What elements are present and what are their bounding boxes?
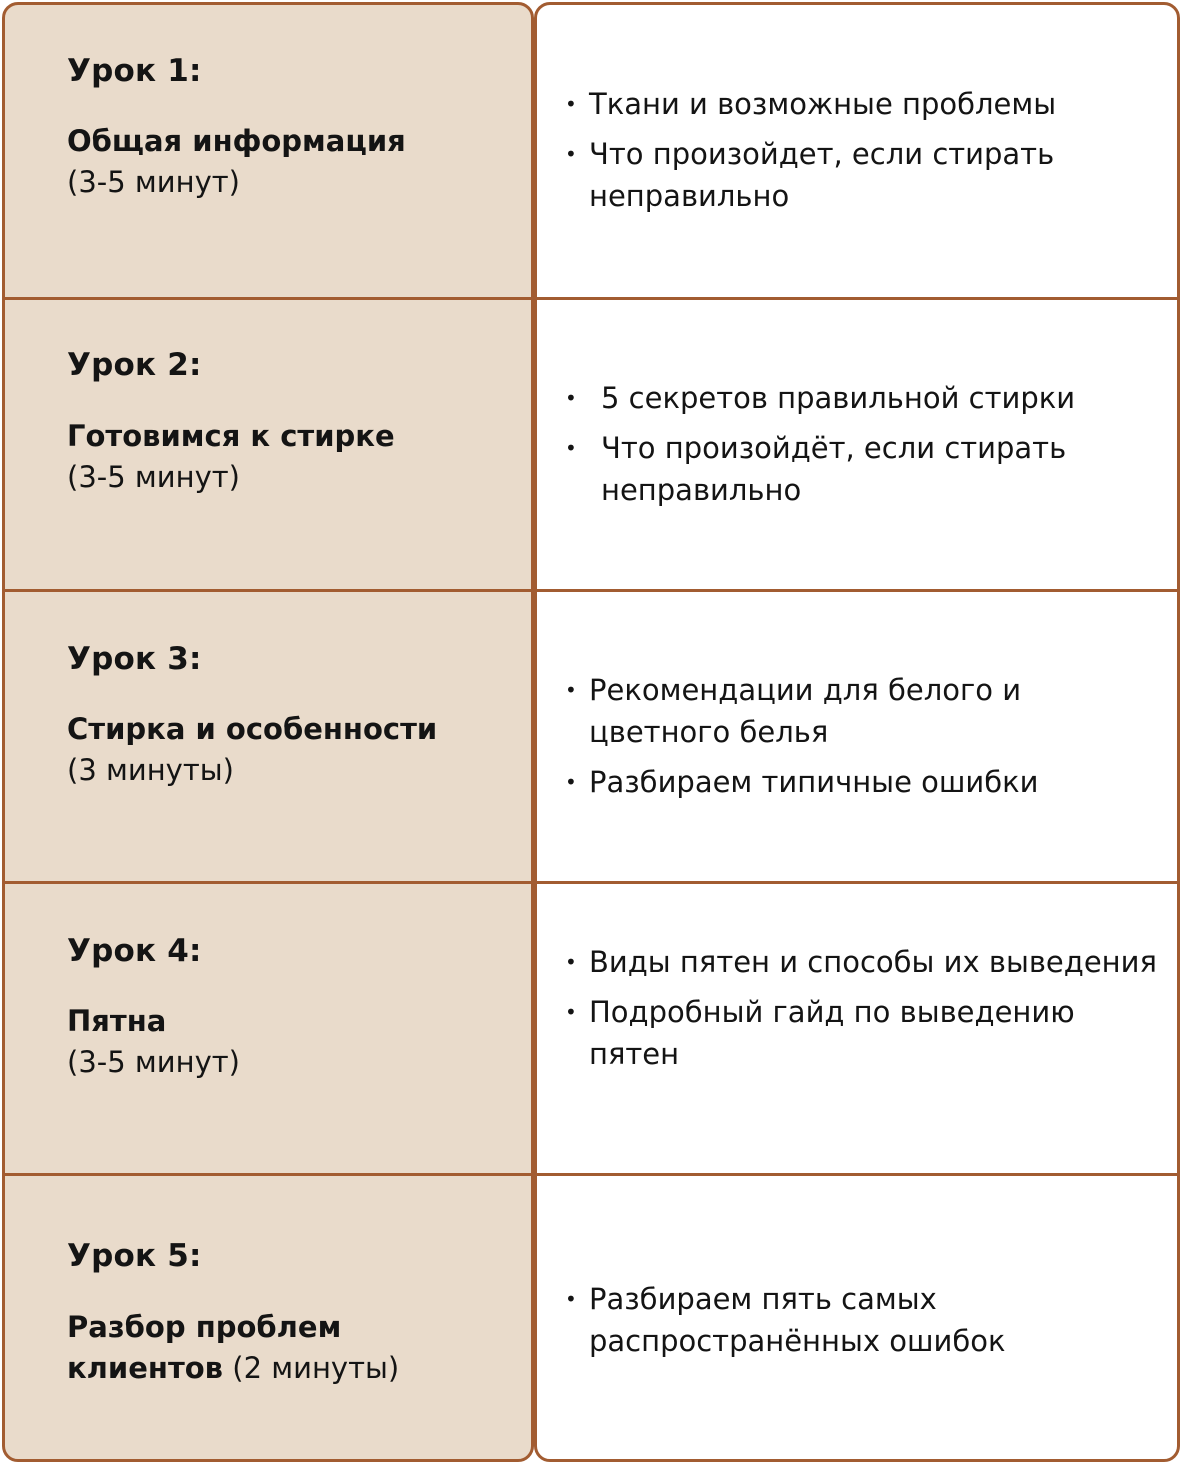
lesson-name: Пятна [67,1004,167,1038]
lesson-name: Готовимся к стирке [67,419,395,453]
bullet-icon: • [565,770,577,794]
lesson-duration: (3 минуты) [67,753,234,787]
bullet-icon: • [565,1287,577,1311]
lesson-topics-2 [537,297,1177,589]
list-item: • 5 секретов правильной стирки [565,377,1167,419]
lesson-title [67,121,507,203]
lesson-topics-3 [537,589,1177,881]
lesson-cell-5 [5,1173,531,1462]
lesson-duration: (3-5 минут) [67,165,240,199]
topic-list [565,83,1167,225]
lesson-number: Урок 4: [67,933,202,969]
list-item: • Виды пятен и способы их выведения [565,941,1167,983]
topic-list [565,1278,1167,1370]
bullet-icon: • [565,92,577,116]
bullet-icon: • [565,1000,577,1024]
bullet-icon: • [565,678,577,702]
lesson-name: Стирка и особенности [67,712,438,746]
topic-list [565,941,1167,1083]
lesson-title [67,1307,407,1389]
list-item: • Что произойдёт, если стирать неправильно [565,427,1167,511]
list-item: • Подробный гайд по выведению пятен [565,991,1167,1075]
bullet-icon: • [565,386,577,410]
lesson-cell-4 [5,881,531,1173]
lesson-topics-1 [537,5,1177,297]
lesson-title [67,416,507,498]
list-item: • Рекомендации для белого и цветного белья [565,669,1167,753]
lesson-cell-1 [5,5,531,297]
lesson-duration: (2 минуты) [232,1351,400,1385]
lesson-topics-4 [537,881,1177,1173]
bullet-icon: • [565,142,577,166]
lesson-name: Общая информация [67,124,406,158]
lesson-cell-3 [5,589,531,881]
lesson-number: Урок 1: [67,53,202,89]
lesson-number: Урок 3: [67,641,202,677]
lesson-cell-2 [5,297,531,589]
list-item: • Что произойдет, если стирать неправильно [565,133,1167,217]
topic-list [565,669,1167,811]
list-item: • Ткани и возможные проблемы [565,83,1167,125]
lesson-duration: (3-5 минут) [67,1045,240,1079]
lesson-topics-5 [537,1173,1177,1462]
list-item: • Разбираем типичные ошибки [565,761,1167,803]
bullet-icon: • [565,436,577,460]
lesson-title [67,709,507,791]
lessons-right-column [534,2,1180,1462]
lesson-name: Разбор проблем клиентов [67,1310,342,1385]
lesson-title [67,1001,507,1083]
topic-list [565,377,1167,519]
bullet-icon: • [565,950,577,974]
list-item: • Разбираем пять самых распространённых ошибок [565,1278,1167,1362]
lesson-duration: (3-5 минут) [67,460,240,494]
lesson-number: Урок 2: [67,347,202,383]
lessons-left-column [2,2,534,1462]
lesson-number: Урок 5: [67,1238,202,1274]
